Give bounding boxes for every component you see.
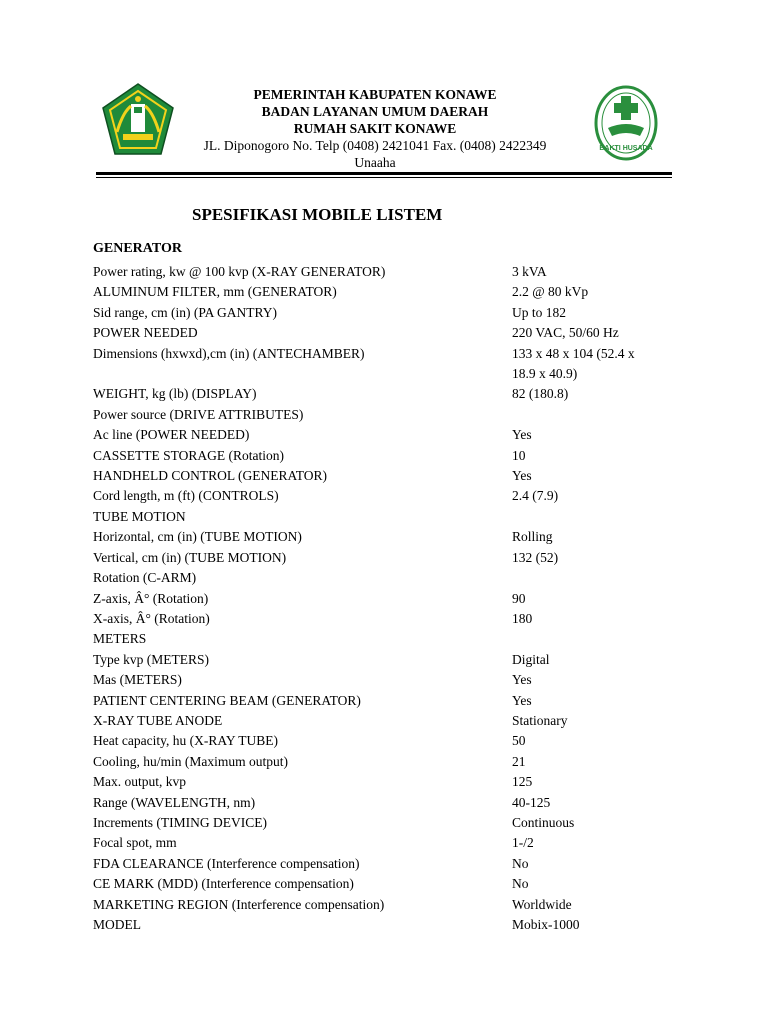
spec-label: Horizontal, cm (in) (TUBE MOTION) [93,529,302,545]
letterhead-hospital: RUMAH SAKIT KONAWE [293,121,457,136]
spec-label: Heat capacity, hu (X-RAY TUBE) [93,733,278,749]
spec-label: CE MARK (MDD) (Interference compensation) [93,876,354,892]
spec-value: 125 [512,774,533,790]
spec-row [93,711,673,731]
spec-value: 21 [512,753,526,769]
spec-row [93,527,673,547]
spec-row [93,650,673,670]
spec-label: MARKETING REGION (Interference compensation) [93,896,385,912]
bakti-husada-logo [594,84,658,162]
spec-value: 3 kVA [512,264,547,279]
spec-value: 132 (52) [512,549,559,565]
spec-row [93,609,673,629]
spec-value: Stationary [512,712,568,728]
spec-value: No [512,876,529,892]
spec-label: WEIGHT, kg (lb) (DISPLAY) [93,386,257,402]
kabupaten-konawe-logo [101,82,175,156]
letterhead-city: Unaaha [354,155,396,170]
spec-value: 180 [512,610,533,626]
spec-value: Up to 182 [512,304,566,320]
spec-row [93,548,673,568]
spec-row [93,589,673,609]
spec-value [512,405,673,425]
letterhead [175,86,575,171]
spec-row [93,446,673,466]
spec-value: Yes [512,692,532,708]
spec-row [93,691,673,711]
spec-label: Range (WAVELENGTH, nm) [93,794,256,810]
spec-label: Rotation (C-ARM) [93,570,197,586]
spec-row [93,507,673,527]
spec-row [93,568,673,588]
spec-row [93,793,673,813]
spec-row [93,874,673,894]
spec-label: MODEL [93,917,141,932]
spec-row [93,731,673,751]
spec-label: X-axis, Â° (Rotation) [93,610,210,626]
letterhead-divider-thick [96,172,672,175]
spec-label: Power rating, kw @ 100 kvp (X-RAY GENERATOR) [93,264,386,279]
letterhead-government: PEMERINTAH KABUPATEN KONAWE [253,87,497,102]
bakti-husada-text: BAKTI HUSADA [599,145,653,152]
spec-row [93,772,673,792]
spec-row [93,752,673,772]
section-heading: GENERATOR [93,241,182,256]
spec-value: Rolling [512,529,553,545]
spec-row [93,262,673,282]
letterhead-agency: BADAN LAYANAN UMUM DAERAH [261,104,489,119]
spec-label: HANDHELD CONTROL (GENERATOR) [93,468,327,484]
spec-list [93,262,673,935]
spec-label: TUBE MOTION [93,508,186,524]
spec-row [93,405,673,425]
letterhead-divider-thin [96,177,672,178]
spec-label: METERS [93,631,147,647]
spec-label: FDA CLEARANCE (Interference compensation) [93,855,360,871]
spec-row [93,425,673,445]
spec-label: Sid range, cm (in) (PA GANTRY) [93,304,277,320]
spec-row [93,486,673,506]
spec-value: Digital [512,651,550,667]
spec-value: Yes [512,427,532,443]
spec-value: 133 x 48 x 104 (52.4 x 18.9 x 40.9) [512,345,635,382]
spec-value: 1-/2 [512,835,534,851]
spec-row [93,915,673,935]
spec-label: Max. output, kvp [93,774,186,790]
spec-label: ALUMINUM FILTER, mm (GENERATOR) [93,284,337,300]
spec-label: Type kvp (METERS) [93,651,210,667]
document-title: SPESIFIKASI MOBILE LISTEM [192,205,443,224]
spec-value: Yes [512,468,532,484]
spec-label: Dimensions (hxwxd),cm (in) (ANTECHAMBER) [93,345,365,361]
spec-label: Cord length, m (ft) (CONTROLS) [93,488,279,504]
spec-value: 40-125 [512,794,551,810]
spec-value: 50 [512,733,526,749]
spec-row [93,813,673,833]
letterhead-address: JL. Diponogoro No. Telp (0408) 2421041 Fax. (0408) 2422349 [203,138,547,153]
spec-value: Continuous [512,814,575,830]
spec-row [93,344,673,385]
spec-value: 220 VAC, 50/60 Hz [512,325,619,341]
spec-value [512,568,673,588]
spec-label: Cooling, hu/min (Maximum output) [93,753,288,769]
spec-value: Yes [512,672,532,688]
spec-label: Mas (METERS) [93,672,182,688]
spec-label: CASSETTE STORAGE (Rotation) [93,447,285,463]
spec-label: POWER NEEDED [93,325,198,341]
spec-label: Power source (DRIVE ATTRIBUTES) [93,406,304,422]
spec-value: Worldwide [512,896,572,912]
spec-row [93,303,673,323]
spec-value: Mobix-1000 [512,917,580,932]
spec-label: Z-axis, Â° (Rotation) [93,590,209,606]
spec-label: Focal spot, mm [93,835,177,851]
spec-label: X-RAY TUBE ANODE [93,712,223,728]
spec-row [93,895,673,915]
spec-row [93,670,673,690]
spec-value: 82 (180.8) [512,386,569,402]
spec-value [512,629,673,649]
spec-row [93,384,673,404]
spec-row [93,323,673,343]
spec-value [512,507,673,527]
spec-label: Vertical, cm (in) (TUBE MOTION) [93,549,287,565]
spec-value: 10 [512,447,526,463]
spec-label: Ac line (POWER NEEDED) [93,427,250,443]
spec-row [93,466,673,486]
spec-label: PATIENT CENTERING BEAM (GENERATOR) [93,692,361,708]
spec-value: No [512,855,529,871]
spec-value: 2.2 @ 80 kVp [512,284,589,300]
spec-row [93,854,673,874]
spec-row [93,282,673,302]
spec-value: 90 [512,590,526,606]
spec-row [93,833,673,853]
spec-row [93,629,673,649]
spec-label: Increments (TIMING DEVICE) [93,814,267,830]
spec-value: 2.4 (7.9) [512,488,559,504]
